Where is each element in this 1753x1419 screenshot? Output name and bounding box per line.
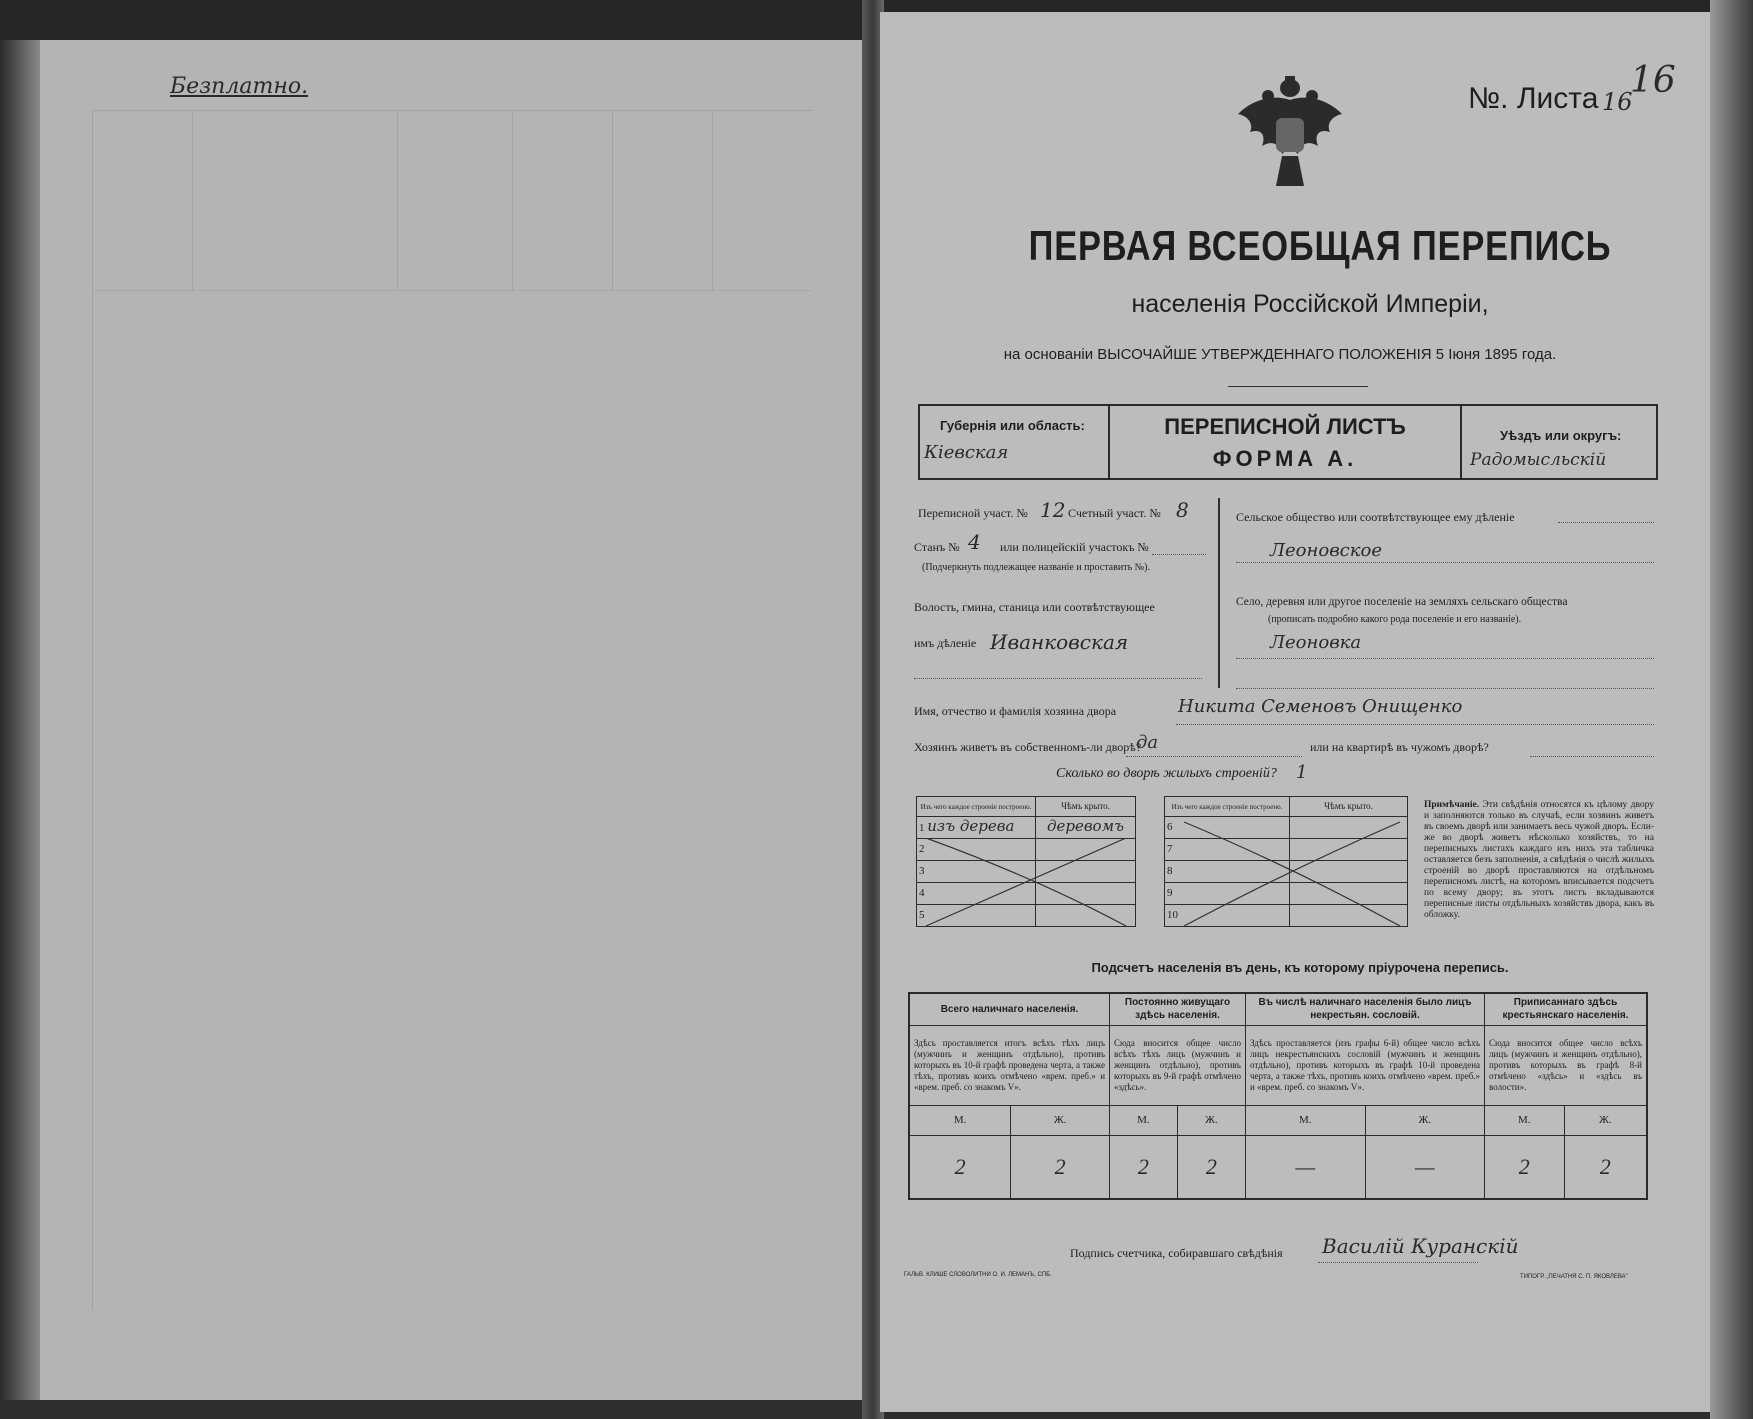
owner-lives-label: Хозяинъ живетъ въ собственномъ-ли дворѣ?	[914, 740, 1142, 754]
buildings-note	[1424, 800, 1654, 921]
count-value: 2	[1177, 1135, 1245, 1199]
village-value: Леоновка	[1270, 632, 1362, 653]
count-col-permanent-head: Постоянно живущаго здѣсь населенія.	[1110, 993, 1246, 1025]
village-label: Село, деревня или другое поселеніе на земляхъ сельскаго общества	[1236, 596, 1568, 608]
signature-label: Подпись счетчика, собиравшаго свѣдѣнія	[1070, 1246, 1283, 1260]
count-value: 2	[1110, 1135, 1178, 1199]
form-title: ПЕРЕПИСНОЙ ЛИСТЪ	[1164, 414, 1406, 439]
f-label: Ж.	[1564, 1105, 1647, 1135]
population-count-table	[908, 992, 1648, 1200]
note-text: Эти свѣдѣнія относятся къ цѣлому двору и заполняются только въ случаѣ, если хозяинъ живетъ въ своемъ дворѣ или занимаетъ весь чужой дворъ. Если-же во дворѣ живетъ нѣсколько хозяйствъ, то на переписныхъ листахъ каждаго изъ нихъ эта табличка оставляется безъ заполненія, а свѣдѣнія о числѣ жилыхъ строеній во дворѣ проставляются на отдѣльномъ переписномъ листѣ, на которомъ вписывается подсчетъ по всему двору; въ этотъ листъ вкладываются переписные листы отдѣльныхъ хозяйствъ двора, какъ въ обложку.	[1424, 800, 1655, 920]
count-value: 2	[1011, 1135, 1110, 1199]
society-value: Леоновское	[1270, 540, 1382, 561]
volost-label: Волость, гмина, станица или соотвѣтствующее	[914, 600, 1155, 614]
printer-left: ГАЛЬВ. КЛИШЕ СЛОВОЛИТНИ О. И. ЛЕМАНЪ, СПБ.	[904, 1272, 1052, 1278]
printer-right: ТИПОГР. „ПЕЧАТНЯ С. П. ЯКОВЛЕВА"	[1520, 1274, 1628, 1280]
count-col-total-head: Всего наличнаго населенія.	[909, 993, 1110, 1025]
count-value: 2	[909, 1135, 1011, 1199]
count-col-peasant-head: Приписаннаго здѣсь крестьянскаго населенія.	[1485, 993, 1647, 1025]
free-label: Безплатно.	[170, 74, 309, 99]
left-page-blank	[12, 40, 864, 1400]
imperial-eagle-emblem	[1232, 74, 1348, 204]
society-label: Сельское общество или соотвѣтствующее ему дѣленіе	[1236, 510, 1515, 524]
signature-value: Василій Куранскій	[1322, 1234, 1519, 1258]
f-label: Ж.	[1177, 1105, 1245, 1135]
underline-note: (Подчеркнуть подлежащее названіе и проставить №).	[922, 562, 1150, 573]
count-area-label: Счетный участ. №	[1068, 506, 1161, 520]
census-title: ПЕРВАЯ ВСЕОБЩАЯ ПЕРЕПИСЬ	[1028, 222, 1612, 269]
uezd-value: Радомысльскій	[1470, 450, 1607, 470]
sheet-number-label: №. Листа	[1468, 82, 1599, 115]
owner-lives-value: да	[1136, 732, 1159, 753]
f-label: Ж.	[1011, 1105, 1110, 1135]
census-basis: на основаніи ВЫСОЧАЙШЕ УТВЕРЖДЕННАГО ПОЛОЖЕНІЯ 5 Іюня 1895 года.	[1003, 346, 1557, 363]
count-col-total-desc: Здѣсь проставляется итогъ всѣхъ тѣхъ лицъ (мужчинъ и женщинъ отдѣльно), противъ которыхъ въ 10-й графѣ проведена черта, а также тѣхъ, противъ коихъ отмѣчено «врем. преб.» и «врем. преб. со знакомъ V».	[909, 1025, 1110, 1105]
buildings-count-value: 1	[1296, 762, 1308, 783]
owner-name-value: Никита Семеновъ Онищенко	[1178, 696, 1463, 717]
count-col-peasant-desc: Сюда вносится общее число всѣхъ лицъ (мужчинъ и женщинъ отдѣльно), противъ которыхъ въ графѣ 8-й отмѣчено «здѣсь» и «здѣсь въ волости».	[1485, 1025, 1647, 1105]
sheet-number-corner: 16	[1630, 60, 1676, 101]
left-page-edge	[0, 40, 40, 1400]
ornament-divider	[1228, 386, 1368, 387]
volost-value: Иванковская	[990, 630, 1129, 654]
census-subtitle: населенія Россійской Имперіи,	[1131, 290, 1489, 318]
sheet-number-value: 16	[1602, 88, 1633, 116]
buildings-col-material: Изъ чего каждое строеніе построено.	[917, 797, 1036, 817]
stan-label: Станъ №	[914, 540, 960, 554]
volost-label-2: имъ дѣленіе	[914, 636, 977, 650]
buildings-table-right: Изъ чего каждое строеніе построено. Чѣмъ крыто. 6 7 8 9 10	[1164, 796, 1408, 927]
count-col-nonpeasant-desc: Здѣсь проставляется (изъ графы 6-й) общее число всѣхъ лицъ некрестьянскихъ сословій (мужчинъ и женщинъ отдѣльно), противъ которыхъ въ графѣ 10-й проведена черта, а также тѣхъ, противъ коихъ отмѣчено «врем. преб.» и «врем. преб. со знакомъ V».	[1245, 1025, 1484, 1105]
count-value: 2	[1564, 1135, 1647, 1199]
gubernia-label: Губернія или область:	[940, 418, 1085, 433]
village-note: (прописать подробно какого рода поселеніе и его названіе).	[1268, 614, 1522, 625]
count-value: —	[1245, 1135, 1365, 1199]
owner-apartment-label: или на квартирѣ въ чужомъ дворѣ?	[1310, 740, 1489, 754]
buildings-table-left: Изъ чего каждое строеніе построено. Чѣмъ крыто. 1 изъ дерева деревомъ 2 3 4 5	[916, 796, 1136, 927]
buildings-count-label: Сколько во дворѣ жилыхъ строеній?	[1056, 766, 1277, 781]
right-page-edge	[1710, 0, 1753, 1419]
m-label: М.	[909, 1105, 1011, 1135]
gubernia-value: Кіевская	[924, 442, 1009, 463]
row1-roof-value: деревомъ	[1046, 817, 1125, 835]
count-value: 2	[1485, 1135, 1564, 1199]
note-label: Примѣчаніе.	[1424, 800, 1480, 810]
census-area-label: Переписной участ. №	[918, 506, 1028, 520]
uezd-label: Уѣздъ или округъ:	[1500, 428, 1622, 443]
owner-name-label: Имя, отчество и фамилія хозяина двора	[914, 704, 1117, 718]
count-col-nonpeasant-head: Въ числѣ наличнаго населенія было лицъ некрестьян. сословій.	[1245, 993, 1484, 1025]
buildings-left-crossout	[916, 838, 1136, 928]
buildings-right-crossout	[1164, 818, 1408, 930]
m-label: М.	[1245, 1105, 1365, 1135]
count-col-permanent-desc: Сюда вносится общее число всѣхъ тѣхъ лицъ (мужчинъ и женщинъ отдѣльно), противъ которыхъ въ 9-й графѣ отмѣчено «здѣсь».	[1110, 1025, 1246, 1105]
form-subtitle: ФОРМА А.	[1212, 446, 1358, 471]
f-label: Ж.	[1365, 1105, 1485, 1135]
population-count-title: Подсчетъ населенія въ день, къ которому пріурочена перепись.	[1091, 960, 1509, 975]
row1-material-value: изъ дерева	[927, 817, 1015, 835]
police-label: или полицейскій участокъ №	[1000, 540, 1149, 554]
m-label: М.	[1110, 1105, 1178, 1135]
count-value: —	[1365, 1135, 1485, 1199]
stan-value: 4	[968, 530, 981, 554]
count-area-value: 8	[1176, 498, 1189, 522]
census-area-value: 12	[1040, 498, 1066, 522]
fields-divider	[1218, 498, 1220, 688]
buildings-col-roof: Чѣмъ крыто.	[1036, 797, 1136, 817]
m-label: М.	[1485, 1105, 1564, 1135]
